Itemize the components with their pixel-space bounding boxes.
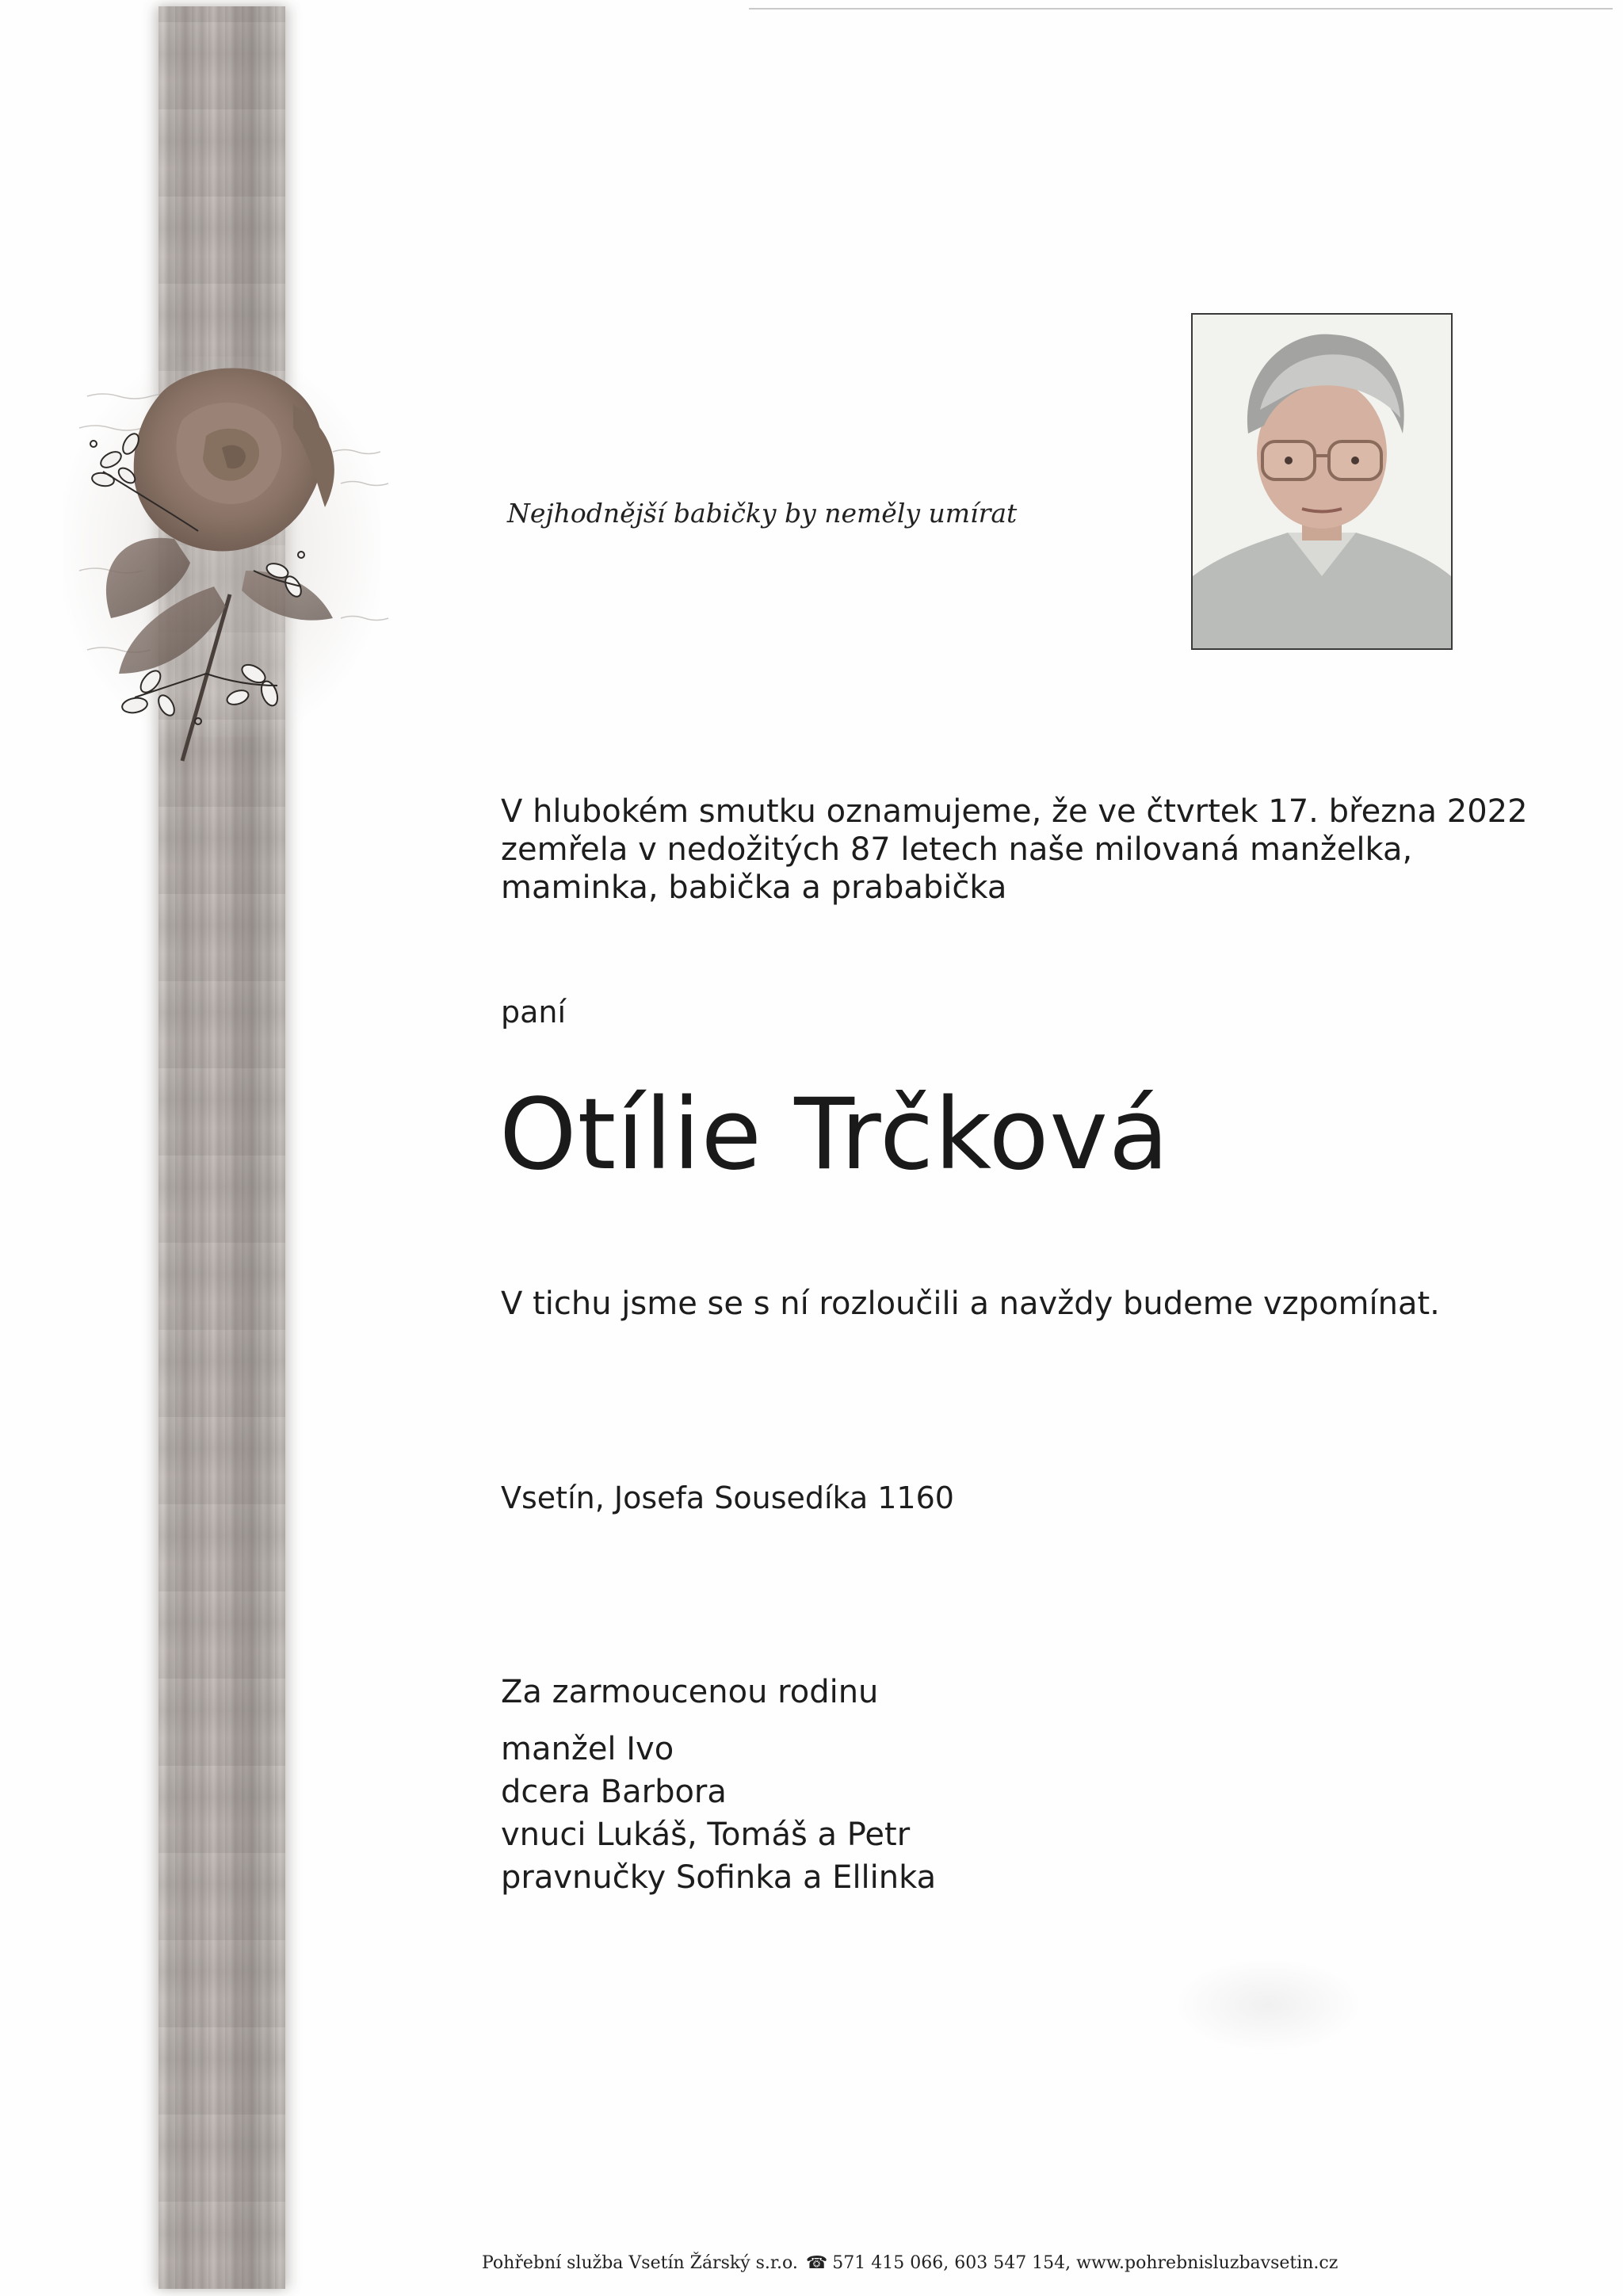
- top-rule: [749, 8, 1613, 10]
- family-member: dcera Barbora: [501, 1774, 727, 1810]
- footer-contact: 571 415 066, 603 547 154, www.pohrebnisluzbavsetin.cz: [832, 2253, 1338, 2273]
- family-member: manžel Ivo: [501, 1731, 674, 1767]
- portrait-photo: [1191, 313, 1453, 650]
- portrait-image: [1193, 315, 1451, 648]
- rose-icon: [55, 333, 420, 777]
- family-member: pravnučky Sofinka a Ellinka: [501, 1859, 937, 1896]
- announcement-line: zemřela v nedožitých 87 letech naše milovaná manželka,: [501, 831, 1413, 868]
- footer: [482, 2253, 1338, 2273]
- family-list: [501, 1728, 936, 1899]
- honorific: paní: [501, 995, 567, 1030]
- farewell-text: V tichu jsme se s ní rozloučili a navždy budeme vzpomínat.: [501, 1286, 1440, 1322]
- footer-company: Pohřební služba Vsetín Žárský s.r.o.: [482, 2253, 798, 2273]
- address: Vsetín, Josefa Sousedíka 1160: [501, 1480, 954, 1515]
- announcement: [501, 793, 1528, 907]
- announcement-line: V hlubokém smutku oznamujeme, že ve čtvrtek 17. března 2022: [501, 793, 1528, 830]
- phone-icon: ☎: [805, 2253, 828, 2273]
- family-heading: Za zarmoucenou rodinu: [501, 1674, 879, 1710]
- tagline: Nejhodnější babičky by neměly umírat: [507, 498, 1018, 529]
- family-member: vnuci Lukáš, Tomáš a Petr: [501, 1817, 911, 1853]
- paper-stain: [1173, 1958, 1363, 2053]
- deceased-name: Otílie Trčková: [499, 1078, 1170, 1192]
- announcement-line: maminka, babička a prababička: [501, 869, 1007, 906]
